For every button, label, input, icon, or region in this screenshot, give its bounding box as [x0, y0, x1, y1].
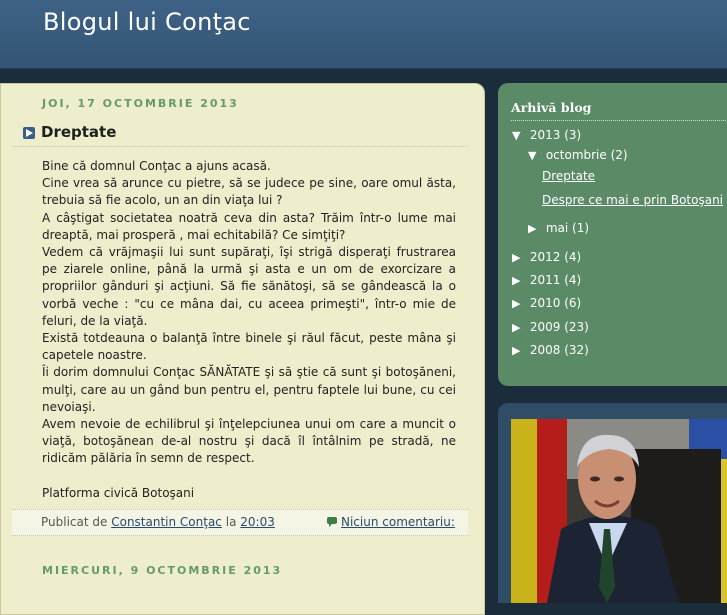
author-link[interactable]: Constantin Conţac [111, 515, 222, 529]
archive-post-item[interactable] [542, 193, 723, 207]
post-meta [41, 515, 275, 529]
triangle-right-icon[interactable]: ▶ [512, 321, 521, 334]
archive-year-label[interactable]: 2013 [529, 128, 561, 142]
post-paragraph: Îi dorim domnului Conţac SĂNĂTATE şi să ştie că sunt şi botoşăneni, mulţi, care au un gând bun pentru el, pentru faptele lui bune, cu cei nevoiaşi. [42, 365, 456, 414]
post-body [42, 158, 456, 502]
archive-month-label[interactable]: octombrie [545, 148, 607, 162]
archive-year-2011[interactable] [512, 273, 581, 287]
archive-count: (3) [564, 128, 582, 142]
archive-year-2012[interactable] [512, 250, 581, 264]
post-signature: Platforma civică Botoşani [42, 485, 195, 500]
archive-post-item[interactable] [542, 169, 595, 183]
archive-year-label[interactable]: 2008 [529, 343, 561, 357]
archive-month-may[interactable] [528, 221, 589, 235]
archive-month-label[interactable]: mai [545, 221, 569, 235]
archive-count: (32) [564, 343, 589, 357]
post-title[interactable]: Dreptate [41, 123, 117, 141]
comments-link[interactable]: Niciun comentariu: [341, 515, 455, 529]
blog-archive-widget [498, 83, 727, 386]
archive-year-2008[interactable] [512, 343, 589, 357]
post-time-link[interactable]: 20:03 [240, 515, 275, 529]
published-by-label: Publicat de [41, 515, 108, 529]
archive-count: (6) [564, 296, 582, 310]
archive-post-link[interactable]: Dreptate [542, 169, 596, 183]
blog-header [0, 0, 727, 69]
archive-post-link[interactable]: Despre ce mai e prin Botoşani [542, 193, 724, 207]
main-column [0, 83, 485, 615]
archive-month-october[interactable] [528, 148, 628, 162]
archive-divider [511, 120, 726, 121]
comment-bubble-icon [327, 517, 337, 524]
archive-year-2009[interactable] [512, 320, 589, 334]
archive-year-2013[interactable] [512, 128, 581, 142]
title-divider [13, 146, 468, 147]
archive-year-label[interactable]: 2010 [529, 296, 561, 310]
archive-year-2010[interactable] [512, 296, 581, 310]
archive-title: Arhivă blog [511, 100, 592, 115]
archive-count: (2) [610, 148, 628, 162]
triangle-down-icon[interactable]: ▼ [528, 149, 537, 162]
triangle-right-icon[interactable]: ▶ [528, 222, 537, 235]
post-footer [12, 509, 468, 536]
archive-year-label[interactable]: 2009 [529, 320, 561, 334]
profile-photo-image [511, 419, 727, 603]
archive-year-label[interactable]: 2011 [529, 273, 561, 287]
post-paragraph: Cine vrea să arunce cu pietre, să se judece pe sine, oare omul ăsta, trebuia să fie acolo, un an din viaţa lui ? [42, 176, 456, 208]
triangle-down-icon[interactable]: ▼ [512, 129, 521, 142]
triangle-right-icon[interactable]: ▶ [512, 251, 521, 264]
post-date: JOI, 17 OCTOMBRIE 2013 [42, 97, 239, 110]
post-paragraph: A câştigat societatea noatră ceva din asta? Trăim într-o lume mai dreaptă, mai prosperă , mai echitabilă? Ce simţiţi? [42, 210, 456, 242]
triangle-right-icon[interactable]: ▶ [512, 274, 521, 287]
archive-year-label[interactable]: 2012 [529, 250, 561, 264]
profile-photo[interactable] [511, 419, 727, 603]
archive-count: (23) [564, 320, 589, 334]
post-paragraph: Vedem că vrăjmaşii lui sunt supăraţi, îşi strigă disperaţi frustrarea pe ziarele online, până la urmă şi asta e un om de exorcizare a propriilor gânduri şi acţiuni. Să fie sănătoşi, să se gândească la o vorbă veche : "cu ce mâna dai, cu aceea primeşti", într-o mie de feluri, de la viaţă. [42, 245, 456, 328]
archive-count: (1) [572, 221, 590, 235]
post-date: MIERCURI, 9 OCTOMBRIE 2013 [42, 564, 283, 577]
triangle-right-icon[interactable]: ▶ [512, 344, 521, 357]
archive-count: (4) [564, 273, 582, 287]
profile-widget [498, 403, 727, 603]
post-paragraph: Avem nevoie de echilibrul şi înţelepciunea unui om care a muncit o viaţă, botoşănean de-al nostru şi dacă îl întâlnim pe stradă, ne ridicăm pălăria în semn de respect. [42, 417, 456, 466]
blog-title[interactable]: Blogul lui Conţac [43, 8, 251, 36]
post-paragraph: Bine că domnul Conţac a ajuns acasă. [42, 159, 271, 173]
post-paragraph: Există totdeauna o balanţă între binele şi răul făcut, peste mâna şi capetele noastre. [42, 331, 456, 363]
at-label: la [225, 515, 237, 529]
arrow-right-icon [23, 127, 35, 139]
triangle-right-icon[interactable]: ▶ [512, 297, 521, 310]
archive-count: (4) [564, 250, 582, 264]
